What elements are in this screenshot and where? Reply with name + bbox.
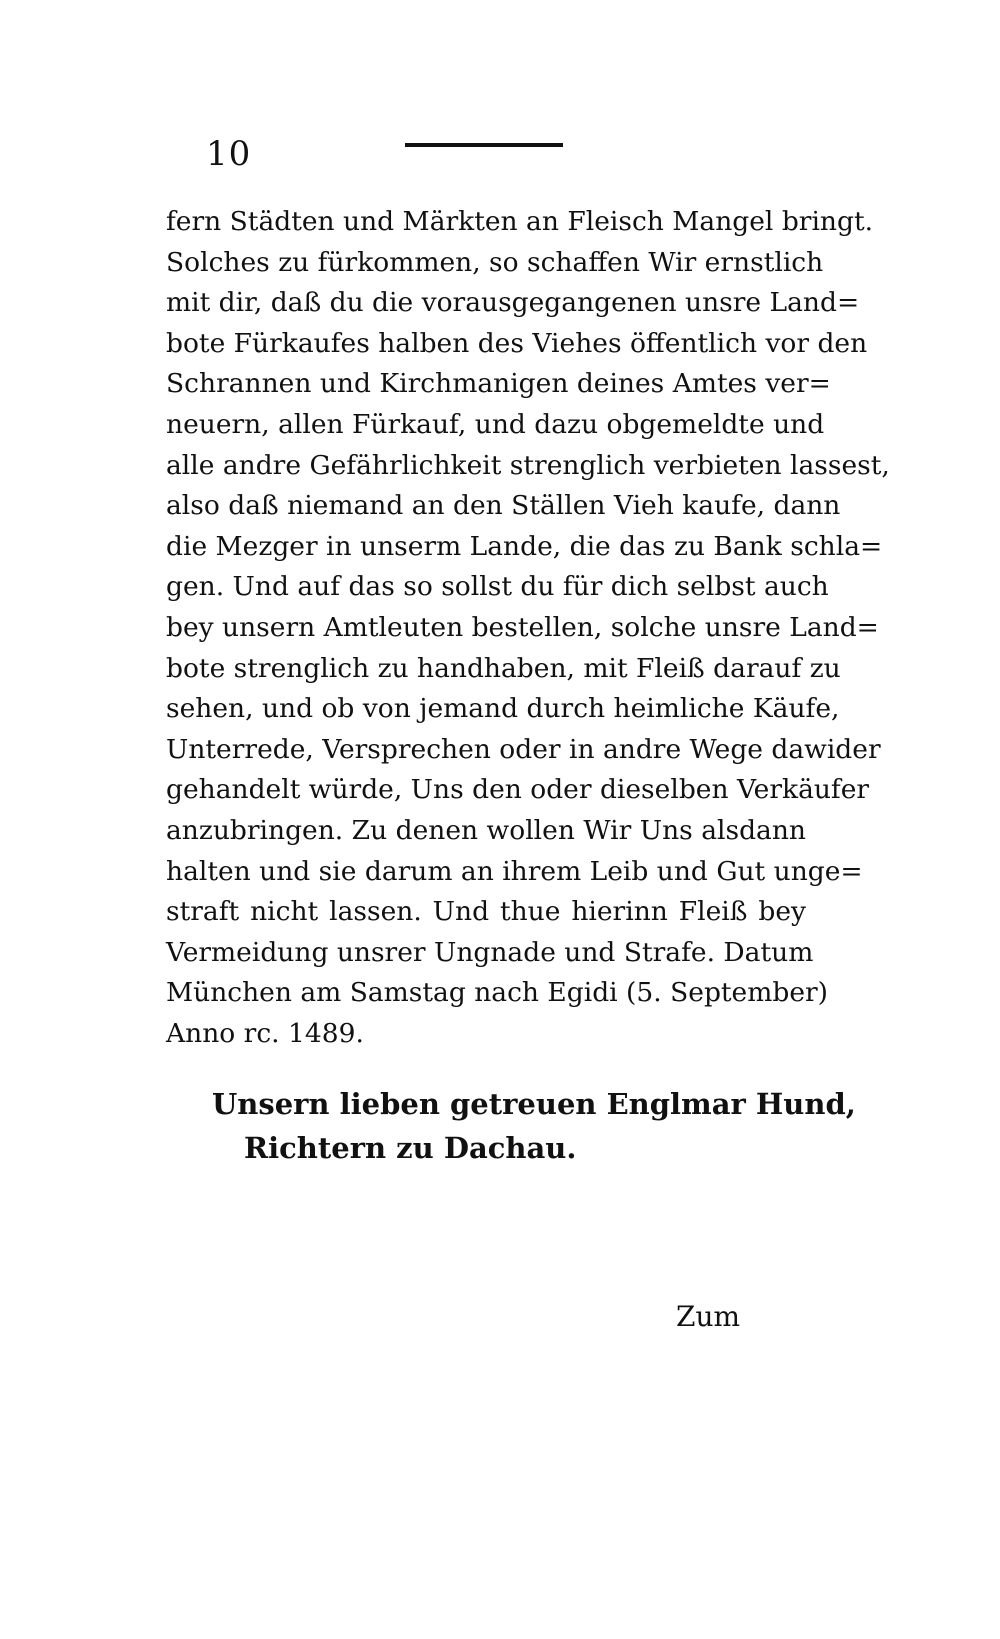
text-line: gehandelt würde, Uns den oder dieselben Verkäufer	[166, 774, 870, 806]
catchword: Zum	[676, 1300, 741, 1333]
text-line: also daß niemand an den Ställen Vieh kaufe, dann	[166, 490, 841, 522]
text-line: fern Städten und Märkten an Fleisch Mangel bringt.	[166, 206, 874, 237]
text-line: Schrannen und Kirchmanigen deines Amtes ver=	[166, 368, 831, 400]
text-line: halten und sie darum an ihrem Leib und Gut unge=	[166, 855, 863, 887]
body-text	[166, 202, 890, 1054]
text-line: mit dir, daß du die vorausgegangenen unsre Land=	[166, 287, 860, 319]
page-number: 10	[206, 134, 252, 174]
text-line: bote strenglich zu handhaben, mit Fleiß darauf zu	[166, 652, 841, 684]
address-line: Richtern zu Dachau.	[244, 1131, 577, 1165]
text-line: sehen, und ob von jemand durch heimliche Käufe,	[166, 693, 840, 725]
text-line: die Mezger in unserm Lande, die das zu Bank schla=	[166, 530, 883, 562]
header-rule	[405, 143, 563, 147]
text-line: anzubringen. Zu denen wollen Wir Uns alsdann	[166, 814, 806, 846]
text-line: bote Fürkaufes halben des Viehes öffentlich vor den	[166, 327, 868, 359]
text-line: neuern, allen Fürkauf, und dazu obgemeldte und	[166, 408, 825, 440]
text-line: alle andre Gefährlichkeit strenglich verbieten lassest,	[166, 449, 890, 481]
text-line: München am Samstag nach Egidi (5. September)	[166, 977, 829, 1009]
text-line: gen. Und auf das so sollst du für dich selbst auch	[166, 571, 829, 603]
text-line: Solches zu fürkommen, so schaffen Wir ernstlich	[166, 246, 824, 278]
address-block	[212, 1082, 856, 1170]
text-line: Vermeidung unsrer Ungnade und Strafe. Datum	[166, 936, 814, 968]
address-line: Unsern lieben getreuen Englmar Hund,	[212, 1087, 856, 1121]
text-line-last: Anno rc. 1489.	[166, 1017, 364, 1049]
text-line: Unterrede, Versprechen oder in andre Wege dawider	[166, 733, 881, 765]
text-line: straft nicht lassen. Und thue hierinn Fleiß bey	[166, 896, 806, 928]
text-line: bey unsern Amtleuten bestellen, solche unsre Land=	[166, 611, 879, 643]
